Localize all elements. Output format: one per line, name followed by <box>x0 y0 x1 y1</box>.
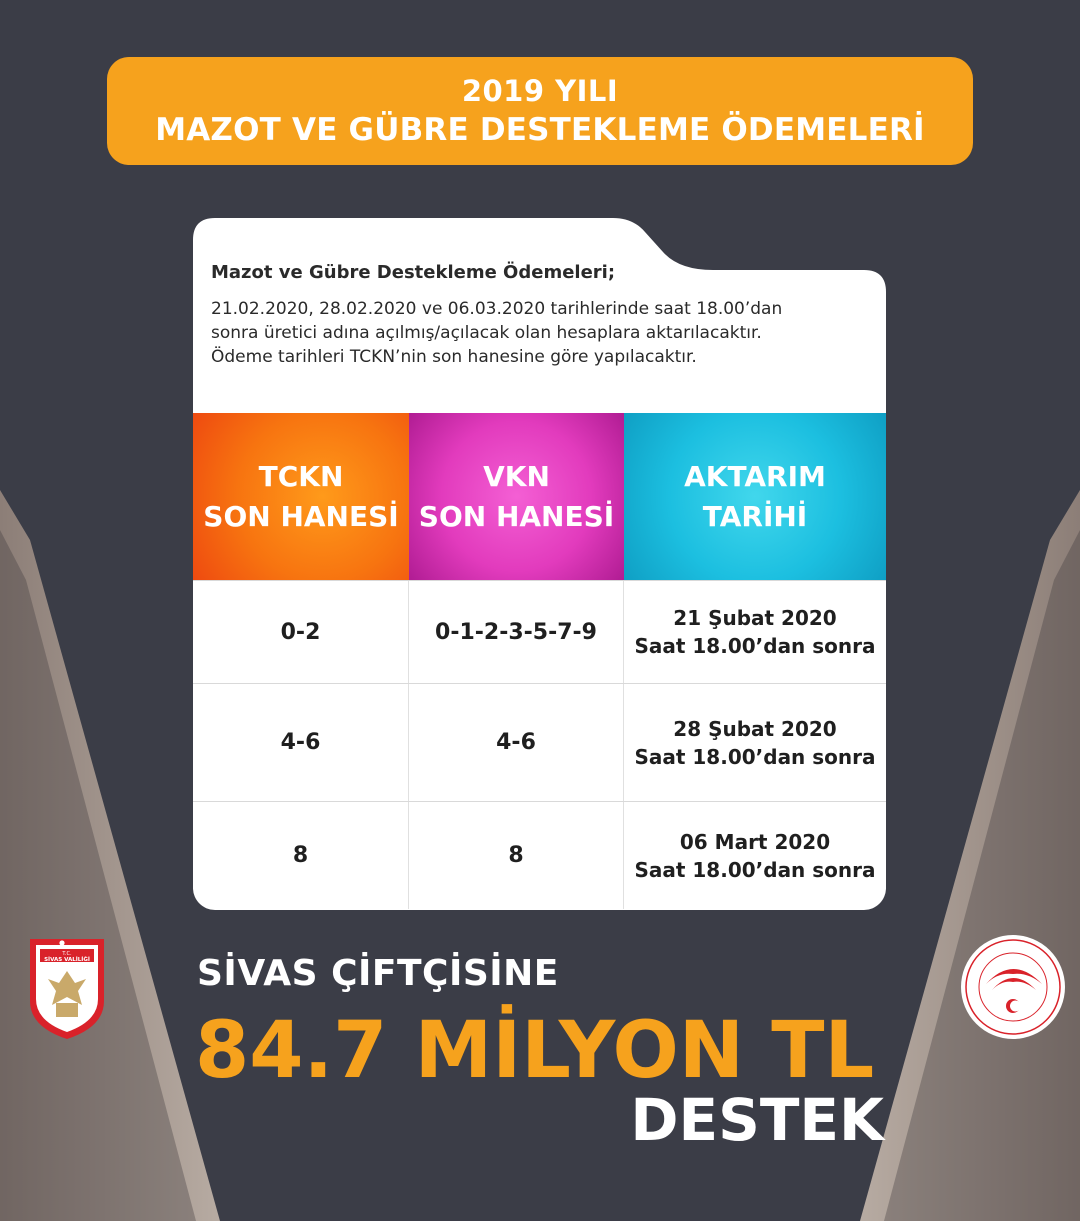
title-year: 2019 YILI <box>461 74 619 108</box>
title-banner <box>107 57 973 165</box>
table-row <box>193 683 886 801</box>
footer-amount: 84.7 MİLYON TL <box>195 1006 875 1096</box>
title-main: MAZOT VE GÜBRE DESTEKLEME ÖDEMELERİ <box>155 112 925 148</box>
info-text <box>211 262 881 369</box>
date-cell: 21 Şubat 2020 Saat 18.00’dan sonra <box>634 606 876 658</box>
ministry-logo <box>958 932 1068 1042</box>
table-row <box>193 580 886 683</box>
header-tckn: TCKN SON HANESİ <box>193 413 409 580</box>
payment-schedule-table <box>193 413 886 910</box>
svg-text:T.C.: T.C. <box>62 951 72 957</box>
header-vkn: VKN SON HANESİ <box>409 413 624 580</box>
vkn-cell: 0-1-2-3-5-7-9 <box>409 581 624 683</box>
info-body <box>211 297 881 369</box>
table-header <box>193 413 886 580</box>
date-cell: 06 Mart 2020 Saat 18.00’dan sonra <box>634 829 876 882</box>
tckn-cell: 4-6 <box>193 684 409 801</box>
header-transfer-date: AKTARIM TARİHİ <box>624 413 886 580</box>
date-cell: 28 Şubat 2020 Saat 18.00’dan sonra <box>634 716 876 769</box>
info-line: Ödeme tarihleri TCKN’nin son hanesine göre yapılacaktır. <box>211 347 697 367</box>
footer-subtitle: SİVAS ÇİFTÇİSİNE <box>197 953 559 994</box>
svg-text:SİVAS VALİLİĞİ: SİVAS VALİLİĞİ <box>44 957 90 963</box>
vkn-cell: 4-6 <box>409 684 624 801</box>
info-line: sonra üretici adına açılmış/açılacak olan hesaplara aktarılacaktır. <box>211 323 762 343</box>
table-row <box>193 801 886 909</box>
sivas-governorship-logo <box>26 935 108 1043</box>
vkn-cell: 8 <box>409 802 624 909</box>
footer-support: DESTEK <box>630 1086 884 1154</box>
tckn-cell: 8 <box>193 802 409 909</box>
info-heading: Mazot ve Gübre Destekleme Ödemeleri; <box>211 262 616 283</box>
info-line: 21.02.2020, 28.02.2020 ve 06.03.2020 tarihlerinde saat 18.00’dan <box>211 299 783 319</box>
tckn-cell: 0-2 <box>193 581 409 683</box>
